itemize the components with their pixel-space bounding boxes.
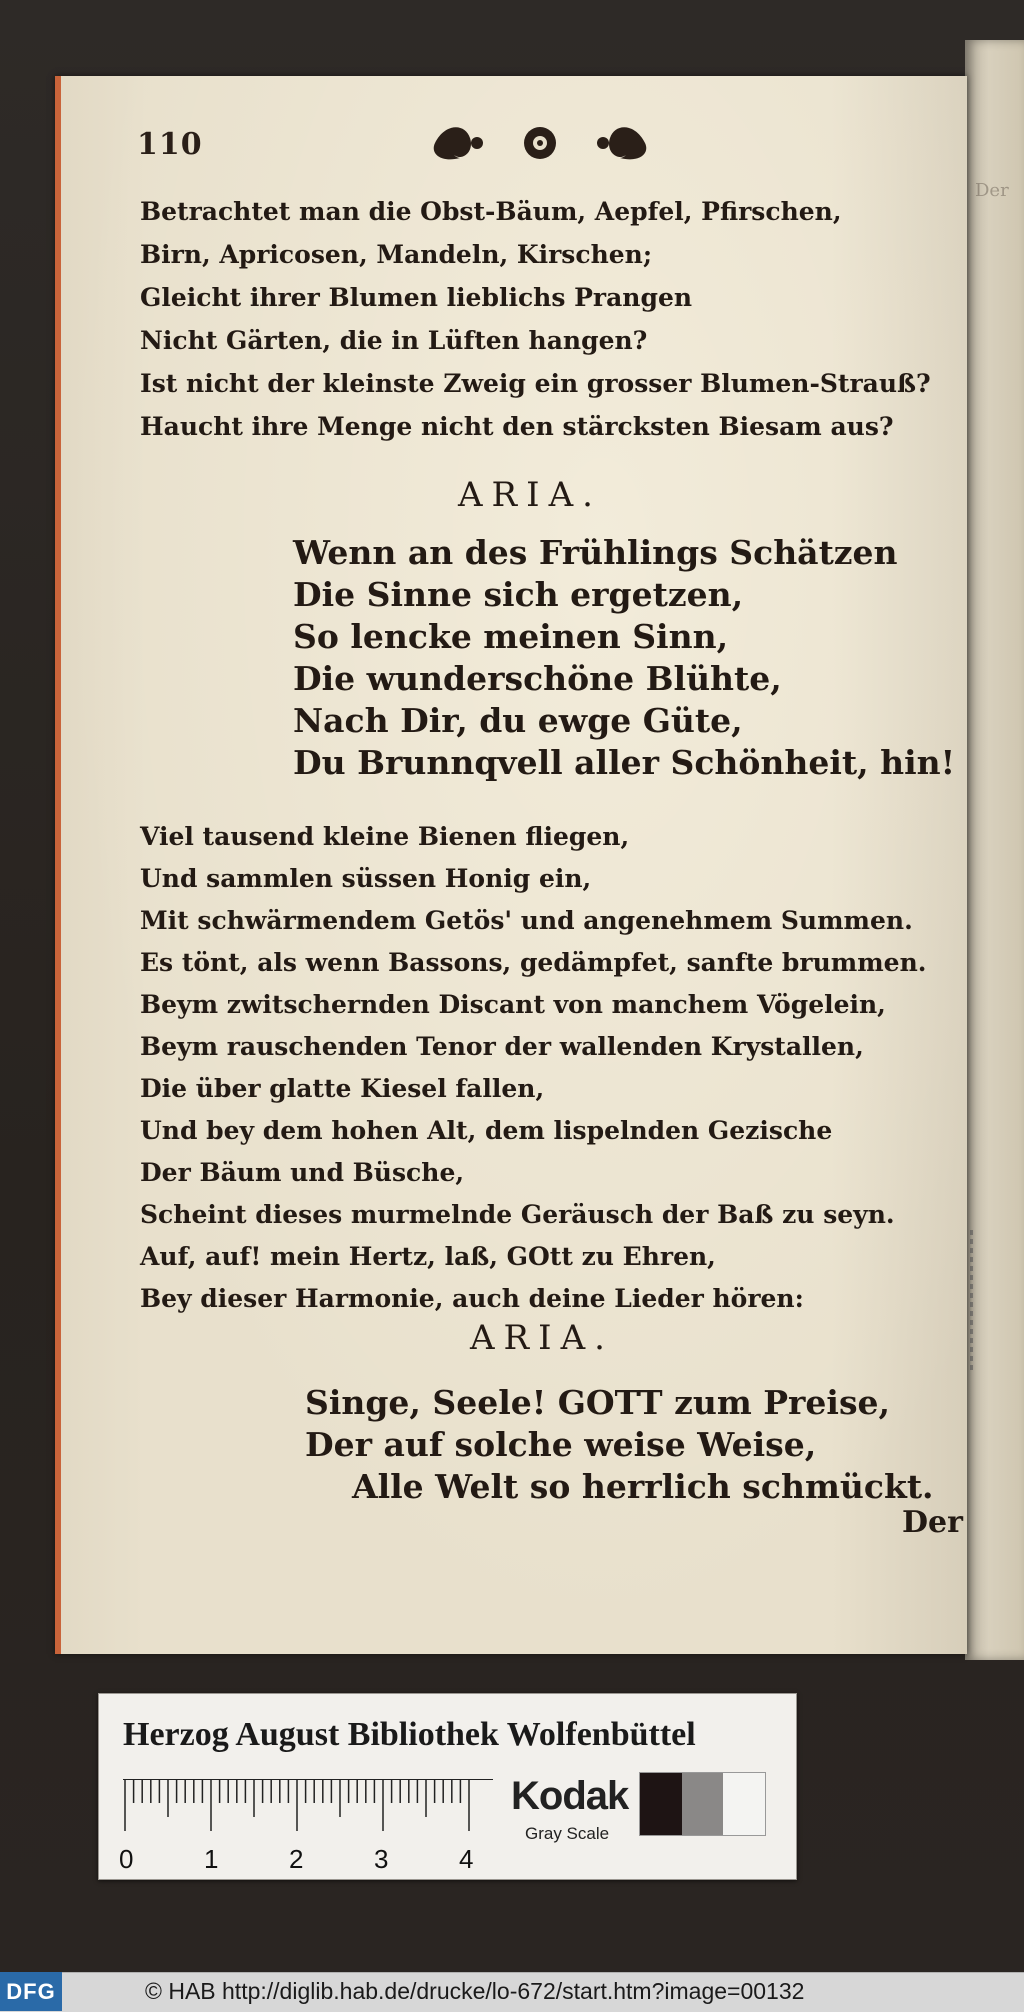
verse-line: Auf, auf! mein Hertz, laß, GOtt zu Ehren, [140,1242,716,1271]
color-scale-ruler [98,1693,797,1880]
verse-line: Nicht Gärten, die in Lüften hangen? [140,326,648,355]
margin-tick-marks [970,1230,973,1370]
swatch-mid [682,1773,724,1835]
gray-scale-label: Gray Scale [525,1824,610,1843]
verse-line: Beym zwitschernden Discant von manchem Vögelein, [140,990,886,1019]
ruler-number: 4 [459,1844,474,1874]
aria-line: Die Sinne sich ergetzen, [293,575,744,614]
verse-line: Viel tausend kleine Bienen fliegen, [140,822,630,851]
aria-heading: ARIA. [458,475,602,515]
page-number: 110 [137,127,203,162]
verse-line: Bey dieser Harmonie, auch deine Lieder hören: [140,1284,804,1313]
aria-line: Alle Welt so herrlich schmückt. [352,1467,934,1506]
aria-line: Du Brunnqvell aller Schönheit, hin! [293,743,956,782]
catchword: Der [902,1505,963,1540]
verse-line: Haucht ihre Menge nicht den stärcksten Biesam aus? [140,412,894,441]
verse-line: Der Bäum und Büsche, [140,1158,465,1187]
verse-line: Scheint dieses murmelnde Geräusch der Baß zu seyn. [140,1200,895,1229]
verse-line: Gleicht ihrer Blumen lieblichs Prangen [140,283,693,312]
aria-line: Die wunderschöne Blühte, [293,659,782,698]
aria-heading: ARIA. [470,1318,614,1358]
verse-line: Es tönt, als wenn Bassons, gedämpfet, sanfte brummen. [140,948,927,977]
ruler-number: 0 [119,1844,134,1874]
page-edge-stain [55,76,61,1654]
facing-page-text: Der [975,180,1009,201]
ruler-number: 2 [289,1844,304,1874]
aria-line: So lencke meinen Sinn, [293,617,729,656]
verse-line: Birn, Apricosen, Mandeln, Kirschen; [140,240,653,269]
verse-line: Die über glatte Kiesel fallen, [140,1074,545,1103]
verse-line: Beym rauschenden Tenor der wallenden Krystallen, [140,1032,864,1061]
printer-ornament-icon [430,118,650,168]
verse-line: Ist nicht der kleinste Zweig ein grosser Blumen-Strauß? [140,369,931,398]
library-name: Herzog August Bibliothek Wolfenbüttel [123,1716,696,1753]
ruler-scale-icon [123,1779,493,1839]
facing-page-edge [965,40,1024,1660]
verse-line: Und sammlen süssen Honig ein, [140,864,592,893]
dfg-logo: DFG [0,1972,62,2011]
swatch-light [723,1773,765,1835]
ruler-number: 1 [204,1844,219,1874]
ruler-number: 3 [374,1844,389,1874]
copyright-text: © HAB http://diglib.hab.de/drucke/lo-672/start.htm?image=00132 [145,1978,805,2004]
aria-line: Der auf solche weise Weise, [305,1425,817,1464]
aria-line: Wenn an des Frühlings Schätzen [293,533,898,572]
swatch-dark [640,1773,682,1835]
gray-swatches [639,1772,766,1836]
verse-line: Betrachtet man die Obst-Bäum, Aepfel, Pfirschen, [140,197,842,226]
verse-line: Und bey dem hohen Alt, dem lispelnden Gezische [140,1116,833,1145]
verse-line: Mit schwärmendem Getös' und angenehmem Summen. [140,906,913,935]
kodak-logo: Kodak [511,1774,629,1818]
aria-line: Nach Dir, du ewge Güte, [293,701,743,740]
aria-line: Singe, Seele! GOTT zum Preise, [305,1383,891,1422]
